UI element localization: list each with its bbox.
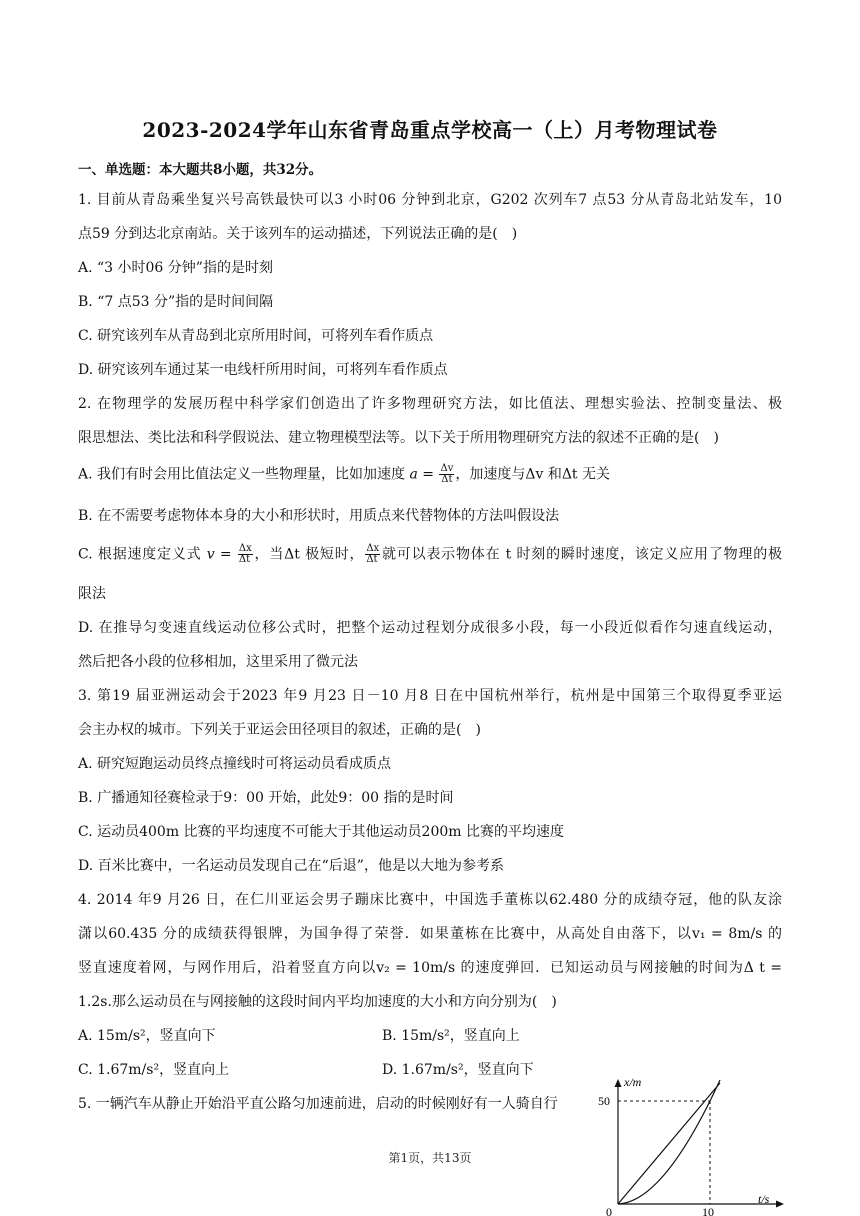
x-tick-label: 10 xyxy=(702,1205,714,1216)
q2-option-d-line1: D. 在推导匀变速直线运动位移公式时，把整个运动过程划分成很多小段，每一小段近似看作匀速直线运动， xyxy=(78,620,782,636)
section-heading: 一、单选题：本大题共8小题，共32分。 xyxy=(78,162,323,178)
q3-stem-line1: 3. 第19 届亚洲运动会于2023 年9 月23 日－10 月8 日在中国杭州举行，杭州是中国第三个取得夏季亚运 xyxy=(78,688,782,704)
q2-option-c-middle: ，当Δt 极短时， xyxy=(253,546,365,563)
q2-option-a-text: A. 我们有时会用比值法定义一些物理量，比如加速度 xyxy=(78,466,410,483)
fraction-dx-dt-2 xyxy=(365,544,380,565)
fraction-dx-dt xyxy=(238,544,253,565)
q1-option-a: A. “3 小时06 分钟”指的是时刻 xyxy=(78,260,273,276)
equals-sign: = xyxy=(417,466,439,483)
q3-option-d: D. 百米比赛中，一名运动员发现自己在“后退”，他是以大地为参考系 xyxy=(78,858,504,874)
fraction-denominator: Δt xyxy=(238,554,251,565)
x-axis-label: t/s xyxy=(758,1192,770,1206)
q2-option-d-line2: 然后把各小段的位移相加，这里采用了微元法 xyxy=(78,654,358,670)
page-title: 2023-2024学年山东省青岛重点学校高一（上）月考物理试卷 xyxy=(142,118,718,142)
q2-option-a-tail: ，加速度与Δv 和Δt 无关 xyxy=(455,466,610,483)
page-footer: 第1页，共13页 xyxy=(388,1151,472,1165)
fraction-numerator: Δx xyxy=(238,543,252,554)
q3-option-b: B. 广播通知径赛检录于9：00 开始，此处9：00 指的是时间 xyxy=(78,790,454,806)
q4-option-c: C. 1.67m/s²，竖直向上 xyxy=(78,1062,230,1078)
fraction-numerator: Δv xyxy=(440,463,454,474)
q3-stem-line2: 会主办权的城市。下列关于亚运会田径项目的叙述，正确的是( ) xyxy=(78,722,481,738)
y-axis-label: x/m xyxy=(624,1076,642,1089)
fraction-denominator: Δt xyxy=(366,554,378,565)
q1-option-d: D. 研究该列车通过某一电线杆所用时间，可将列车看作质点 xyxy=(78,362,448,378)
q3-option-a: A. 研究短跑运动员终点撞线时可将运动员看成质点 xyxy=(78,756,392,772)
q2-option-c-line2: 限法 xyxy=(78,586,106,602)
q4-option-d: D. 1.67m/s²，竖直向下 xyxy=(382,1062,534,1078)
q4-stem-line1: 4. 2014 年9 月26 日，在仁川亚运会男子蹦床比赛中，中国选手董栋以62.480 分的成绩夺冠，他的队友涂 xyxy=(78,892,782,908)
q3-option-c: C. 运动员400m 比赛的平均速度不可能大于其他运动员200m 比赛的平均速度 xyxy=(78,824,565,840)
q2-option-c-text: C. 根据速度定义式 xyxy=(78,546,207,563)
origin-label: 0 xyxy=(606,1205,612,1216)
acceleration-symbol: a xyxy=(409,466,418,483)
fraction-numerator: Δx xyxy=(366,543,380,554)
q1-stem-line2: 点59 分到达北京南站。关于该列车的运动描述，下列说法正确的是( ) xyxy=(78,226,518,242)
q4-stem-line3: 竖直速度着网，与网作用后，沿着竖直方向以v₂ = 10m/s 的速度弹回．已知运动员与网接触的时间为Δ t = xyxy=(78,960,782,976)
q2-stem-line1: 2. 在物理学的发展历程中科学家们创造出了许多物理研究方法，如比值法、理想实验法、控制变量法、极 xyxy=(78,396,782,412)
fraction-denominator: Δt xyxy=(441,474,453,485)
q4-option-a: A. 15m/s²，竖直向下 xyxy=(78,1028,216,1044)
equals-sign: = xyxy=(214,546,237,563)
q2-option-b: B. 在不需要考虑物体本身的大小和形状时，用质点来代替物体的方法叫假设法 xyxy=(78,508,560,524)
y-tick-label: 50 xyxy=(598,1094,610,1108)
q4-stem-line2: 潇以60.435 分的成绩获得银牌，为国争得了荣誉．如果董栋在比赛中，从高处自由落下，以v₁ = 8m/s 的 xyxy=(78,926,782,942)
q4-stem-line4: 1.2s.那么运动员在与网接触的这段时间内平均加速度的大小和方向分别为( ) xyxy=(78,994,557,1010)
q4-option-b: B. 15m/s²，竖直向上 xyxy=(382,1028,520,1044)
q2-option-c xyxy=(78,544,782,565)
q5-stem-line1: 5. 一辆汽车从静止开始沿平直公路匀加速前进，启动的时候刚好有一人骑自行 xyxy=(78,1096,558,1112)
q1-option-b: B. “7 点53 分”指的是时间间隔 xyxy=(78,294,274,310)
q2-option-c-tail: 就可以表示物体在 t 时刻的瞬时速度，该定义应用了物理的极 xyxy=(381,546,783,563)
y-axis-arrow xyxy=(615,1079,622,1087)
q1-stem-line1: 1. 目前从青岛乘坐复兴号高铁最快可以3 小时06 分钟到北京，G202 次列车7 点53 分从青岛北站发车，10 xyxy=(78,192,782,208)
q2-option-a xyxy=(78,464,782,485)
velocity-symbol: v xyxy=(206,546,215,563)
fraction-dv-dt xyxy=(439,464,454,485)
q1-option-c: C. 研究该列车从青岛到北京所用时间，可将列车看作质点 xyxy=(78,328,434,344)
q5-xt-graph xyxy=(596,1076,796,1216)
q2-stem-line2: 限思想法、类比法和科学假说法、建立物理模型法等。以下关于所用物理研究方法的叙述不正确的是( ) xyxy=(78,430,719,446)
x-axis-arrow xyxy=(776,1201,784,1208)
